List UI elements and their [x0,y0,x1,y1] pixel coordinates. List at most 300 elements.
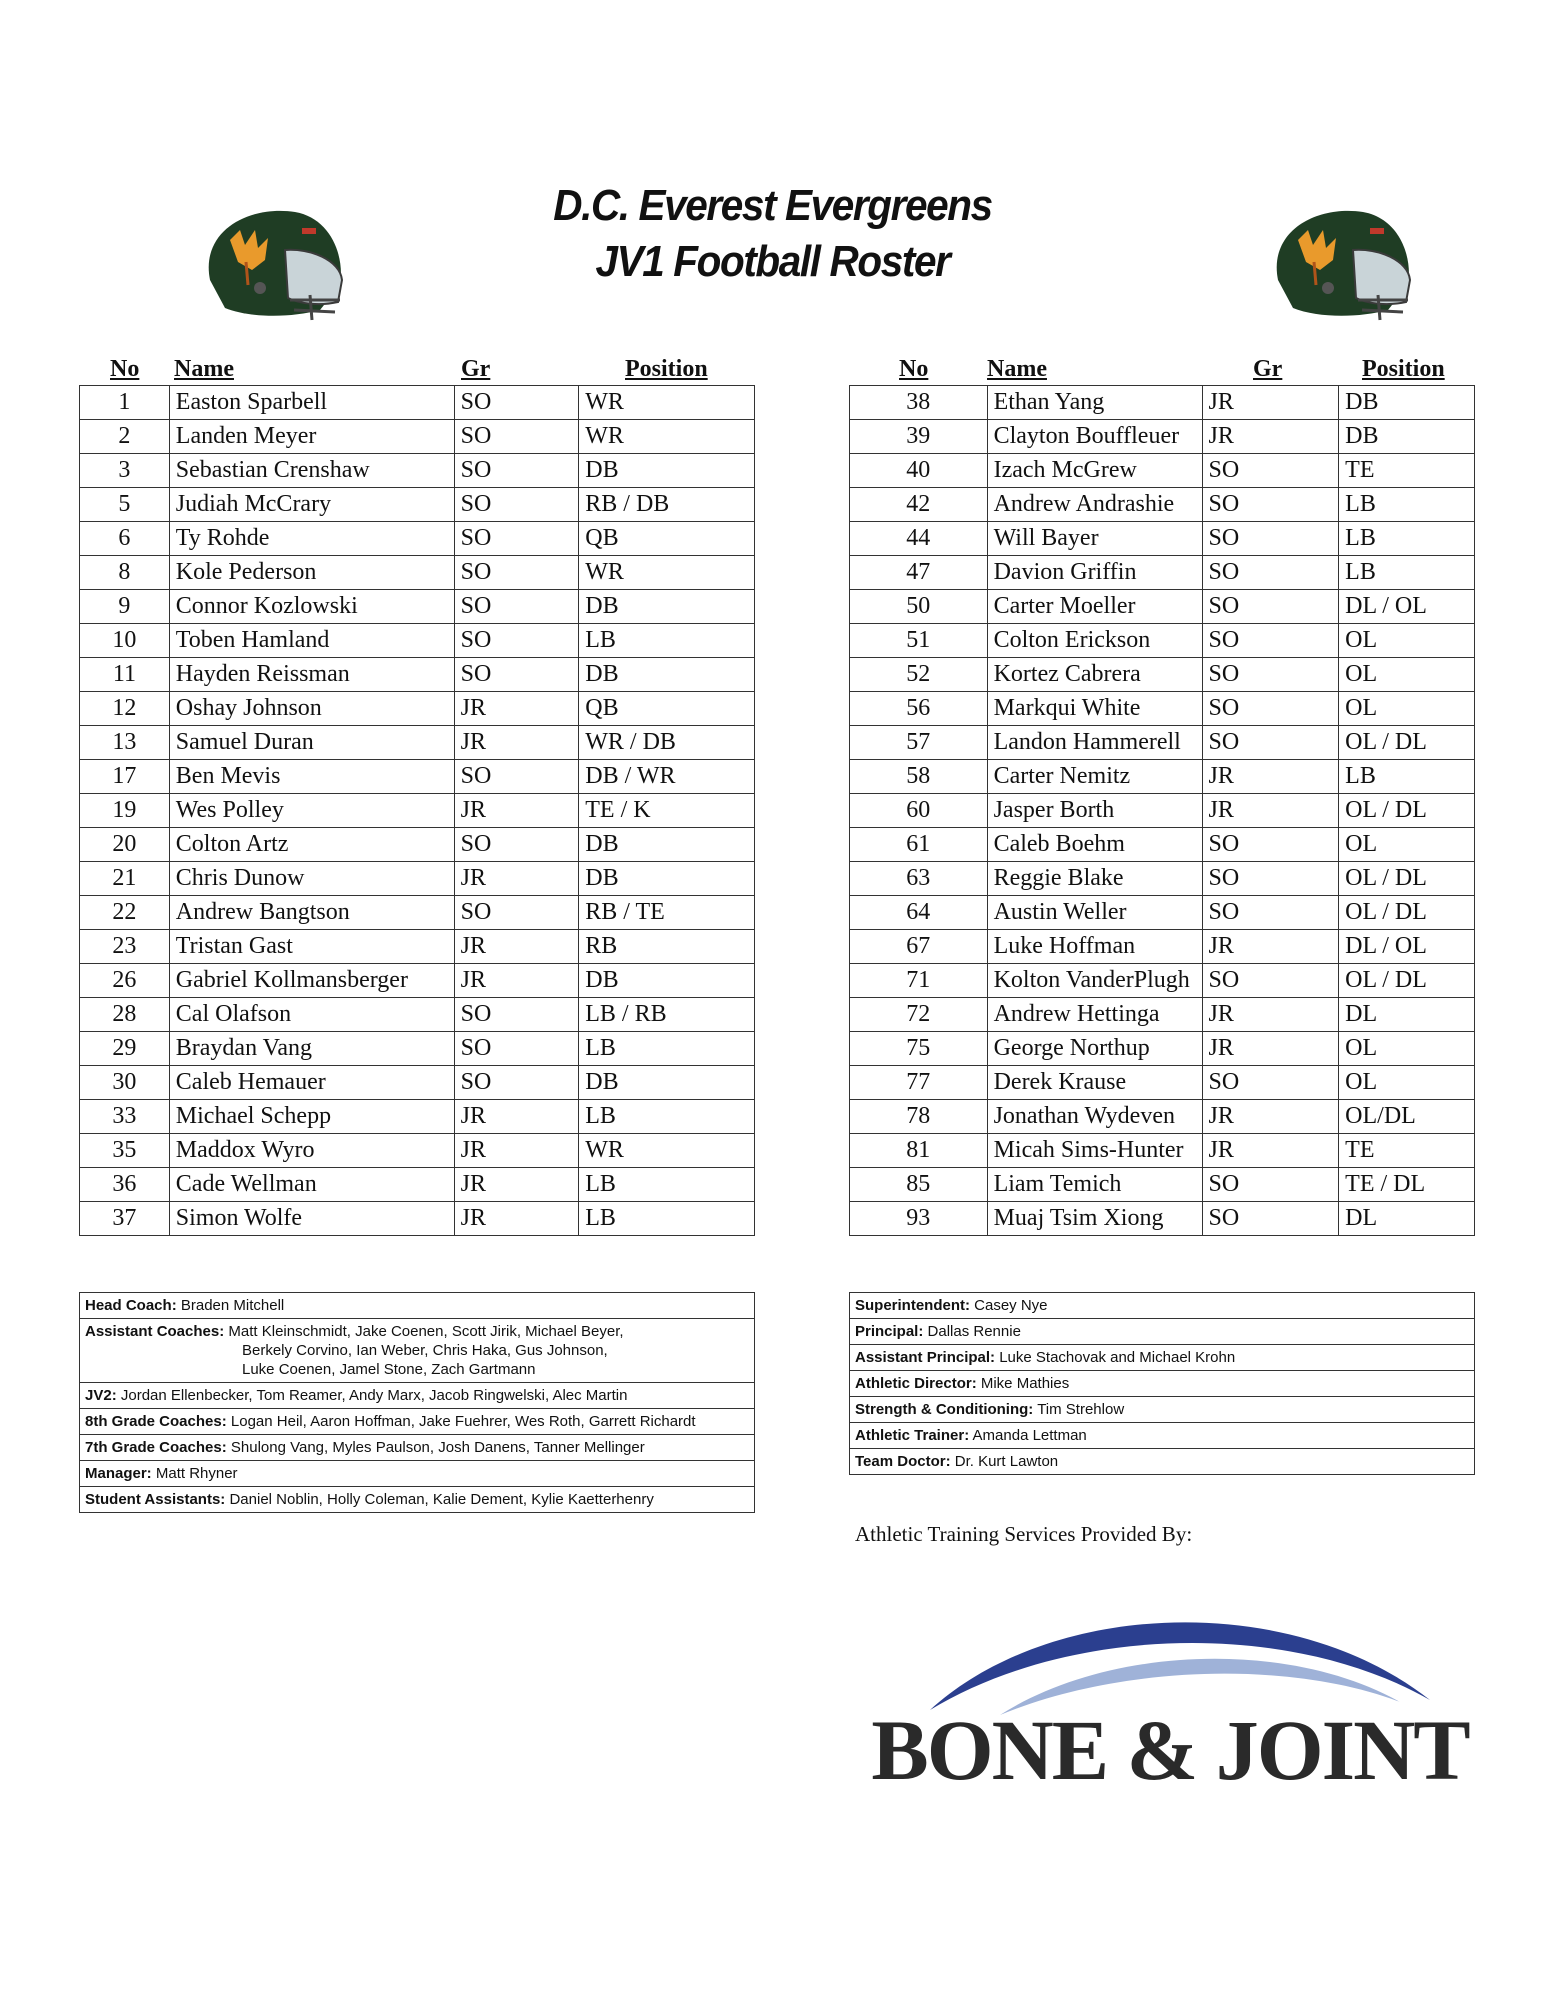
player-position: DB / WR [579,760,755,794]
player-number: 85 [850,1168,988,1202]
player-grade: JR [454,964,579,998]
player-number: 33 [80,1100,170,1134]
player-grade: SO [454,1066,579,1100]
player-position: DL [1339,998,1475,1032]
player-name: Tristan Gast [169,930,454,964]
player-position: WR / DB [579,726,755,760]
player-number: 44 [850,522,988,556]
player-name: Kortez Cabrera [987,658,1202,692]
staff-value: Amanda Lettman [969,1427,1087,1444]
roster-row [850,794,1475,828]
header-position-right: Position [1362,356,1445,382]
player-name: Chris Dunow [169,862,454,896]
staff-label: Manager: [85,1465,152,1482]
player-name: George Northup [987,1032,1202,1066]
player-position: DL / OL [1339,590,1475,624]
player-name: Easton Sparbell [169,386,454,420]
player-grade: SO [1202,726,1339,760]
staff-label: Team Doctor: [855,1453,951,1470]
player-number: 30 [80,1066,170,1100]
staff-row [850,1449,1475,1475]
helmet-logo-left [190,200,350,330]
player-position: QB [579,522,755,556]
roster-row [850,692,1475,726]
player-number: 72 [850,998,988,1032]
player-grade: SO [454,998,579,1032]
roster-row [80,590,755,624]
player-name: Andrew Hettinga [987,998,1202,1032]
player-position: DB [579,1066,755,1100]
player-grade: SO [1202,896,1339,930]
player-position: RB / TE [579,896,755,930]
player-name: Toben Hamland [169,624,454,658]
roster-row [850,1202,1475,1236]
player-name: Cade Wellman [169,1168,454,1202]
roster-row [80,1134,755,1168]
player-name: Maddox Wyro [169,1134,454,1168]
player-name: Liam Temich [987,1168,1202,1202]
roster-row [850,930,1475,964]
staff-row [80,1461,755,1487]
player-grade: SO [1202,1066,1339,1100]
player-name: Hayden Reissman [169,658,454,692]
player-number: 93 [850,1202,988,1236]
roster-row [850,1168,1475,1202]
staff-row [80,1293,755,1319]
player-name: Ben Mevis [169,760,454,794]
player-grade: JR [1202,930,1339,964]
roster-row [80,794,755,828]
player-number: 71 [850,964,988,998]
staff-value: Jordan Ellenbecker, Tom Reamer, Andy Marx, Jacob Ringwelski, Alec Martin [116,1387,628,1404]
player-name: Judiah McCrary [169,488,454,522]
roster-row [80,624,755,658]
roster-row [850,386,1475,420]
roster-row [80,862,755,896]
player-position: LB [1339,556,1475,590]
roster-row [80,828,755,862]
player-grade: SO [454,556,579,590]
player-position: DL / OL [1339,930,1475,964]
player-name: Simon Wolfe [169,1202,454,1236]
player-position: DB [1339,386,1475,420]
player-number: 56 [850,692,988,726]
player-grade: JR [454,1168,579,1202]
staff-value: Luke Coenen, Jamel Stone, Zach Gartmann [242,1361,536,1378]
player-number: 77 [850,1066,988,1100]
player-number: 29 [80,1032,170,1066]
player-grade: SO [1202,1202,1339,1236]
player-name: Ethan Yang [987,386,1202,420]
staff-label: Athletic Trainer: [855,1427,970,1444]
roster-row [80,760,755,794]
player-number: 51 [850,624,988,658]
staff-row [80,1435,755,1461]
player-grade: SO [454,420,579,454]
player-name: Davion Griffin [987,556,1202,590]
player-grade: SO [454,590,579,624]
coaching-staff-table [79,1292,755,1513]
player-grade: JR [1202,1032,1339,1066]
player-grade: SO [1202,590,1339,624]
staff-value: Berkely Corvino, Ian Weber, Chris Haka, Gus Johnson, [242,1342,608,1359]
staff-label: 7th Grade Coaches: [85,1439,227,1456]
roster-row [80,556,755,590]
player-number: 1 [80,386,170,420]
player-position: LB [579,1100,755,1134]
roster-row [850,862,1475,896]
staff-value: Matt Kleinschmidt, Jake Coenen, Scott Jirik, Michael Beyer, [224,1323,624,1340]
player-number: 40 [850,454,988,488]
player-grade: JR [1202,1134,1339,1168]
staff-value: Logan Heil, Aaron Hoffman, Jake Fuehrer, Wes Roth, Garrett Richardt [226,1413,696,1430]
player-grade: JR [454,1134,579,1168]
player-number: 37 [80,1202,170,1236]
roster-row [80,420,755,454]
player-position: WR [579,386,755,420]
roster-table-left [79,385,755,1236]
header-no-right: No [899,356,929,382]
header-gr-left: Gr [461,356,491,382]
player-position: RB [579,930,755,964]
player-name: Cal Olafson [169,998,454,1032]
player-number: 11 [80,658,170,692]
staff-row [80,1487,755,1513]
player-name: Ty Rohde [169,522,454,556]
player-name: Braydan Vang [169,1032,454,1066]
staff-label: Superintendent: [855,1297,970,1314]
provided-by-text: Athletic Training Services Provided By: [855,1522,1193,1546]
roster-row [850,760,1475,794]
player-grade: SO [1202,454,1339,488]
player-grade: SO [454,454,579,488]
player-position: LB [1339,488,1475,522]
roster-row [850,1134,1475,1168]
staff-label: Student Assistants: [85,1491,226,1508]
player-number: 38 [850,386,988,420]
roster-row [850,964,1475,998]
roster-row [850,726,1475,760]
player-number: 61 [850,828,988,862]
player-name: Will Bayer [987,522,1202,556]
roster-row [850,590,1475,624]
roster-row [850,624,1475,658]
staff-value: Braden Mitchell [176,1297,285,1314]
player-position: OL / DL [1339,964,1475,998]
player-grade: SO [1202,862,1339,896]
player-name: Andrew Bangtson [169,896,454,930]
player-grade: SO [1202,488,1339,522]
staff-label: Athletic Director: [855,1375,977,1392]
staff-row [80,1319,755,1383]
player-grade: SO [454,760,579,794]
player-position: WR [579,556,755,590]
player-name: Derek Krause [987,1066,1202,1100]
player-name: Carter Moeller [987,590,1202,624]
player-number: 57 [850,726,988,760]
player-position: LB [579,1202,755,1236]
roster-row [80,998,755,1032]
player-name: Kole Pederson [169,556,454,590]
player-position: OL / DL [1339,726,1475,760]
player-name: Gabriel Kollmansberger [169,964,454,998]
staff-row [850,1293,1475,1319]
player-name: Caleb Hemauer [169,1066,454,1100]
player-number: 52 [850,658,988,692]
player-position: LB [579,624,755,658]
player-name: Carter Nemitz [987,760,1202,794]
player-name: Oshay Johnson [169,692,454,726]
player-number: 5 [80,488,170,522]
player-grade: JR [1202,420,1339,454]
player-position: OL [1339,624,1475,658]
roster-row [80,726,755,760]
player-grade: SO [454,522,579,556]
staff-row [850,1423,1475,1449]
player-grade: SO [454,896,579,930]
header-name-right: Name [987,356,1047,382]
player-position: OL [1339,658,1475,692]
player-position: TE [1339,1134,1475,1168]
staff-row [850,1319,1475,1345]
player-name: Kolton VanderPlugh [987,964,1202,998]
player-number: 64 [850,896,988,930]
staff-value: Matt Rhyner [151,1465,238,1482]
player-grade: JR [1202,998,1339,1032]
staff-value: Daniel Noblin, Holly Coleman, Kalie Dement, Kylie Kaetterhenry [225,1491,654,1508]
player-name: Clayton Bouffleuer [987,420,1202,454]
player-position: OL [1339,1032,1475,1066]
roster-row [850,488,1475,522]
roster-row [80,1202,755,1236]
roster-table-right [849,385,1475,1236]
player-name: Colton Artz [169,828,454,862]
staff-label: Strength & Conditioning: [855,1401,1034,1418]
player-name: Connor Kozlowski [169,590,454,624]
player-number: 47 [850,556,988,590]
roster-row [850,1066,1475,1100]
player-number: 17 [80,760,170,794]
player-name: Samuel Duran [169,726,454,760]
player-name: Colton Erickson [987,624,1202,658]
player-grade: JR [454,862,579,896]
player-position: WR [579,1134,755,1168]
player-position: DB [579,454,755,488]
player-name: Reggie Blake [987,862,1202,896]
staff-value: Tim Strehlow [1033,1401,1125,1418]
staff-value: Dr. Kurt Lawton [950,1453,1059,1470]
player-grade: JR [454,794,579,828]
player-name: Wes Polley [169,794,454,828]
player-grade: SO [1202,828,1339,862]
player-number: 2 [80,420,170,454]
player-number: 22 [80,896,170,930]
player-number: 8 [80,556,170,590]
staff-label: Assistant Coaches: [85,1323,225,1340]
roster-row [80,896,755,930]
player-position: OL / DL [1339,896,1475,930]
player-position: DB [579,828,755,862]
staff-label: Assistant Principal: [855,1349,996,1366]
player-grade: SO [1202,1168,1339,1202]
player-position: LB [579,1032,755,1066]
player-name: Michael Schepp [169,1100,454,1134]
player-position: DB [579,658,755,692]
roster-row [850,896,1475,930]
player-name: Austin Weller [987,896,1202,930]
staff-value: Casey Nye [970,1297,1048,1314]
player-name: Caleb Boehm [987,828,1202,862]
player-name: Luke Hoffman [987,930,1202,964]
player-position: OL/DL [1339,1100,1475,1134]
header-gr-right: Gr [1253,356,1283,382]
player-grade: SO [1202,624,1339,658]
staff-row [850,1397,1475,1423]
player-grade: SO [454,828,579,862]
player-grade: JR [454,692,579,726]
staff-row [80,1383,755,1409]
player-position: TE / DL [1339,1168,1475,1202]
player-name: Izach McGrew [987,454,1202,488]
player-position: DB [579,964,755,998]
player-position: OL / DL [1339,862,1475,896]
player-number: 13 [80,726,170,760]
player-position: DB [579,590,755,624]
player-position: RB / DB [579,488,755,522]
helmet-logo-right [1258,200,1418,330]
player-grade: JR [1202,1100,1339,1134]
roster-row [80,1066,755,1100]
player-number: 75 [850,1032,988,1066]
staff-value: Mike Mathies [976,1375,1070,1392]
player-grade: JR [454,1100,579,1134]
player-position: QB [579,692,755,726]
roster-row [850,828,1475,862]
player-grade: JR [454,1202,579,1236]
player-number: 36 [80,1168,170,1202]
player-grade: SO [454,624,579,658]
roster-row [80,964,755,998]
player-grade: SO [454,1032,579,1066]
player-number: 35 [80,1134,170,1168]
player-number: 26 [80,964,170,998]
title-line-2: JV1 Football Roster [595,237,950,286]
player-number: 58 [850,760,988,794]
player-position: LB [579,1168,755,1202]
player-grade: SO [1202,964,1339,998]
player-grade: JR [1202,794,1339,828]
roster-row [850,658,1475,692]
player-grade: SO [1202,658,1339,692]
roster-row [850,556,1475,590]
player-grade: SO [454,386,579,420]
player-number: 39 [850,420,988,454]
player-name: Sebastian Crenshaw [169,454,454,488]
player-position: DL [1339,1202,1475,1236]
player-position: OL [1339,828,1475,862]
player-name: Jonathan Wydeven [987,1100,1202,1134]
player-position: LB [1339,760,1475,794]
player-name: Micah Sims-Hunter [987,1134,1202,1168]
player-grade: JR [454,930,579,964]
player-grade: JR [454,726,579,760]
player-name: Jasper Borth [987,794,1202,828]
player-number: 81 [850,1134,988,1168]
player-number: 6 [80,522,170,556]
player-number: 10 [80,624,170,658]
roster-row [80,658,755,692]
roster-row [80,1100,755,1134]
player-name: Landon Hammerell [987,726,1202,760]
player-grade: SO [1202,692,1339,726]
player-grade: SO [454,488,579,522]
roster-row [850,454,1475,488]
player-name: Landen Meyer [169,420,454,454]
player-grade: SO [1202,556,1339,590]
player-position: LB [1339,522,1475,556]
player-number: 9 [80,590,170,624]
player-position: OL [1339,1066,1475,1100]
header-no-left: No [110,356,140,382]
player-grade: SO [1202,522,1339,556]
player-position: WR [579,420,755,454]
roster-row [80,692,755,726]
player-number: 67 [850,930,988,964]
staff-label: Head Coach: [85,1297,177,1314]
staff-value: Luke Stachovak and Michael Krohn [995,1349,1236,1366]
player-number: 21 [80,862,170,896]
staff-label: Principal: [855,1323,924,1340]
player-position: DB [579,862,755,896]
player-number: 23 [80,930,170,964]
bone-joint-logo [870,1590,1470,1800]
roster-row [80,1168,755,1202]
header-name-left: Name [174,356,234,382]
player-position: TE [1339,454,1475,488]
staff-row [80,1409,755,1435]
player-position: LB / RB [579,998,755,1032]
staff-row [850,1345,1475,1371]
staff-row [850,1371,1475,1397]
title-line-1: D.C. Everest Evergreens [553,181,992,230]
staff-value: Dallas Rennie [923,1323,1021,1340]
player-position: TE / K [579,794,755,828]
player-name: Andrew Andrashie [987,488,1202,522]
roster-row [80,930,755,964]
staff-value: Shulong Vang, Myles Paulson, Josh Danens, Tanner Mellinger [226,1439,645,1456]
roster-row [80,386,755,420]
player-number: 60 [850,794,988,828]
roster-row [80,454,755,488]
player-name: Markqui White [987,692,1202,726]
header-position-left: Position [625,356,708,382]
roster-row [80,522,755,556]
player-number: 50 [850,590,988,624]
player-number: 42 [850,488,988,522]
player-number: 28 [80,998,170,1032]
player-grade: JR [1202,386,1339,420]
player-grade: SO [454,658,579,692]
administration-table [849,1292,1475,1475]
roster-row [80,488,755,522]
player-position: OL / DL [1339,794,1475,828]
player-number: 12 [80,692,170,726]
player-number: 63 [850,862,988,896]
roster-row [850,420,1475,454]
player-number: 19 [80,794,170,828]
staff-label: 8th Grade Coaches: [85,1413,227,1430]
player-number: 3 [80,454,170,488]
